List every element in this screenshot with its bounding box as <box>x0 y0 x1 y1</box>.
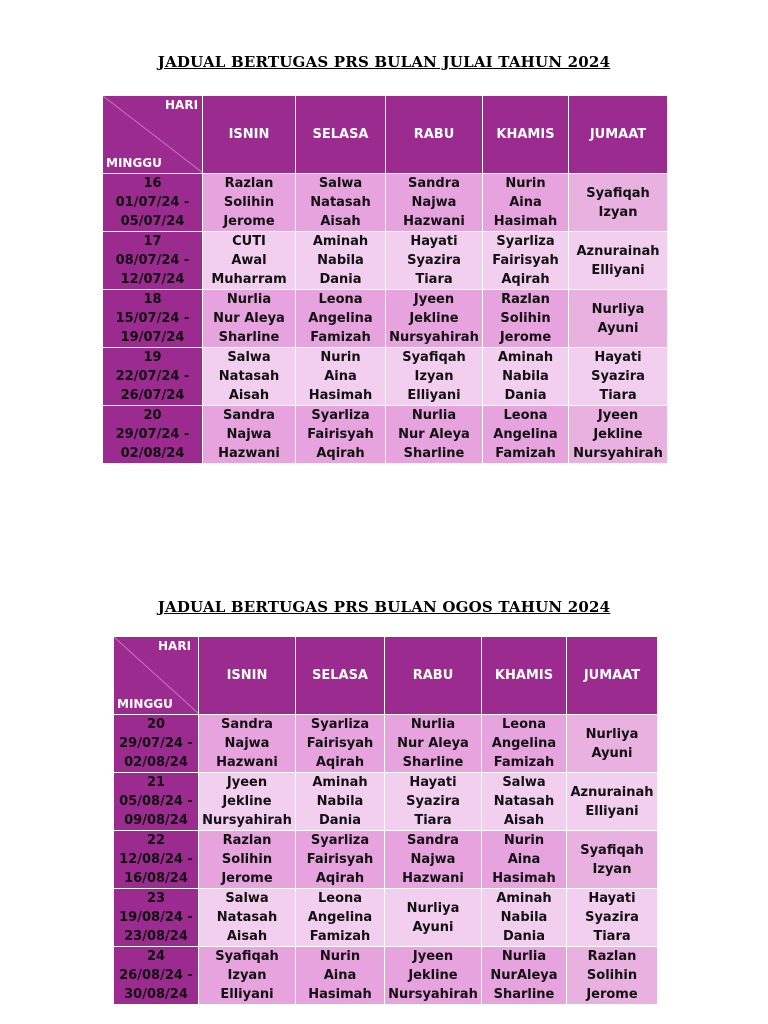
cell-line: Hasimah <box>492 871 556 886</box>
cell-line: Natasah <box>310 195 371 210</box>
duty-roster-table-july <box>102 95 668 464</box>
duty-cell <box>386 290 483 348</box>
cell-line: Izyan <box>227 968 267 983</box>
cell-line: Syafiqah <box>402 350 466 365</box>
cell-line: Leona <box>318 292 363 307</box>
cell-line: Syazira <box>406 794 460 809</box>
day-header: ISNIN <box>199 637 296 715</box>
duty-cell <box>199 773 296 831</box>
week-cell <box>114 715 199 773</box>
cell-line: Sandra <box>408 176 460 191</box>
cell-line: Fairisyah <box>307 427 374 442</box>
duty-cell <box>482 889 567 947</box>
duty-cell <box>483 174 569 232</box>
cell-line: Muharram <box>211 272 287 287</box>
cell-line: 09/08/24 <box>124 813 188 828</box>
cell-line: Aqirah <box>315 871 365 886</box>
cell-line: CUTI <box>232 234 266 249</box>
cell-line: Natasah <box>216 910 278 925</box>
corner-label-day: HARI <box>158 639 192 653</box>
cell-line: Angelina <box>307 910 373 925</box>
cell-line: 26/08/24 - <box>119 968 193 983</box>
cell-line: Nurliya <box>591 301 645 317</box>
week-cell <box>114 831 199 889</box>
duty-cell <box>567 773 658 831</box>
day-header: KHAMIS <box>483 96 569 174</box>
cell-line: Elliyani <box>407 388 461 403</box>
cell-line: Leona <box>501 717 547 732</box>
week-row <box>114 831 658 889</box>
cell-line: Syafiqah <box>586 185 650 201</box>
corner-cell <box>103 96 203 174</box>
cell-line: Natasah <box>218 369 280 384</box>
cell-line: Nursyahirah <box>388 987 478 1002</box>
cell-line: Sandra <box>223 408 275 423</box>
cell-line: Hayati <box>410 234 458 249</box>
week-cell <box>103 174 203 232</box>
duty-cell <box>569 174 668 232</box>
cell-line: 22 <box>146 833 166 848</box>
cell-line: Fairisyah <box>492 253 559 268</box>
cell-line: 15/07/24 - <box>115 311 190 326</box>
cell-line: Nurlia <box>411 408 457 423</box>
cell-line: Sandra <box>221 717 273 732</box>
duty-cell <box>483 348 569 406</box>
cell-line: Syazira <box>591 369 645 384</box>
cell-line: 23/08/24 <box>124 929 188 944</box>
cell-line: Ayuni <box>591 745 633 761</box>
cell-line: Hasimah <box>308 388 373 403</box>
cell-line: 19/07/24 <box>120 330 185 345</box>
cell-line: Dania <box>318 813 362 828</box>
duty-cell <box>569 406 668 464</box>
cell-line: Nur Aleya <box>213 311 285 326</box>
week-row <box>103 348 668 406</box>
cell-line: Sharline <box>218 330 280 345</box>
duty-cell <box>296 947 385 1005</box>
cell-line: Syazira <box>585 910 639 925</box>
cell-line: Tiara <box>593 929 631 944</box>
duty-cell <box>483 290 569 348</box>
cell-line: Aqirah <box>316 446 365 461</box>
duty-cell <box>385 715 482 773</box>
cell-line: Razlan <box>224 176 274 191</box>
cell-line: Nabila <box>317 253 364 268</box>
cell-line: Solihin <box>586 968 638 983</box>
cell-line: Nabila <box>500 910 548 925</box>
week-cell <box>103 406 203 464</box>
cell-line: Salwa <box>227 350 271 365</box>
cell-line: Aminah <box>497 350 554 365</box>
cell-line: 19/08/24 - <box>119 910 193 925</box>
cell-line: Aina <box>507 852 541 867</box>
cell-line: Nursyahirah <box>573 446 663 461</box>
duty-roster-table-august <box>113 636 658 1005</box>
cell-line: Razlan <box>501 292 550 307</box>
week-row <box>103 406 668 464</box>
cell-line: Sharline <box>402 755 464 770</box>
week-cell <box>114 773 199 831</box>
cell-line: Najwa <box>226 427 272 442</box>
cell-line: Hayati <box>409 775 457 790</box>
cell-line: Hazwani <box>403 214 465 229</box>
duty-cell <box>296 348 386 406</box>
duty-cell <box>483 232 569 290</box>
cell-line: 23 <box>146 891 166 906</box>
cell-line: Dania <box>319 272 362 287</box>
cell-line: Leona <box>317 891 363 906</box>
header-row <box>114 637 658 715</box>
cell-line: Aisah <box>228 388 270 403</box>
week-row <box>114 889 658 947</box>
cell-line: Nurlia <box>226 292 272 307</box>
duty-cell <box>296 406 386 464</box>
cell-line: Tiara <box>415 272 453 287</box>
cell-line: Jekline <box>409 311 459 326</box>
cell-line: Aisah <box>320 214 361 229</box>
cell-line: Nurlia <box>410 717 456 732</box>
week-row <box>103 174 668 232</box>
cell-line: Nurliya <box>406 900 460 916</box>
corner-cell <box>114 637 199 715</box>
cell-line: Hayati <box>588 891 636 906</box>
cell-line: 16/08/24 <box>124 871 188 886</box>
week-row <box>114 773 658 831</box>
cell-line: 12/08/24 - <box>119 852 193 867</box>
week-row <box>103 290 668 348</box>
duty-cell <box>199 715 296 773</box>
cell-line: Famizah <box>495 446 556 461</box>
cell-line: 26/07/24 <box>120 388 185 403</box>
cell-line: Awal <box>231 253 267 268</box>
cell-line: 21 <box>146 775 166 790</box>
duty-cell <box>385 889 482 947</box>
week-cell <box>103 232 203 290</box>
duty-cell <box>296 290 386 348</box>
duty-cell <box>296 773 385 831</box>
cell-line: Jerome <box>223 214 275 229</box>
duty-cell <box>482 715 567 773</box>
week-cell <box>103 348 203 406</box>
cell-line: Jyeen <box>597 408 639 423</box>
header-row <box>103 96 668 174</box>
duty-cell <box>385 947 482 1005</box>
cell-line: Aisah <box>226 929 268 944</box>
duty-cell <box>296 715 385 773</box>
cell-line: Syazira <box>407 253 461 268</box>
cell-line: 20 <box>143 408 162 423</box>
week-row <box>103 232 668 290</box>
cell-line: Aina <box>509 195 542 210</box>
cell-line: Jyeen <box>413 292 455 307</box>
cell-line: 02/08/24 <box>124 755 188 770</box>
cell-line: Ayuni <box>412 919 454 935</box>
cell-line: Sharline <box>493 987 555 1002</box>
cell-line: Nurin <box>505 176 546 191</box>
cell-line: Syafiqah <box>215 949 279 964</box>
cell-line: Tiara <box>414 813 452 828</box>
table-title-july: JADUAL BERTUGAS PRS BULAN JULAI TAHUN 2024 <box>157 53 611 71</box>
cell-line: Hasimah <box>308 987 372 1002</box>
cell-line: Elliyani <box>591 262 645 278</box>
cell-line: 01/07/24 - <box>115 195 190 210</box>
cell-line: Nurin <box>503 833 545 848</box>
day-header: KHAMIS <box>482 637 567 715</box>
cell-line: NurAleya <box>490 968 558 983</box>
duty-cell <box>296 889 385 947</box>
cell-line: Sandra <box>407 833 459 848</box>
duty-cell <box>203 232 296 290</box>
cell-line: Nurliya <box>585 726 639 742</box>
cell-line: Famizah <box>310 330 371 345</box>
cell-line: Aznurainah <box>576 243 660 259</box>
cell-line: Solihin <box>500 311 551 326</box>
cell-line: Elliyani <box>585 803 639 819</box>
week-row <box>114 715 658 773</box>
cell-line: Salwa <box>225 891 269 906</box>
duty-cell <box>203 290 296 348</box>
cell-line: Salwa <box>502 775 546 790</box>
cell-line: Jekline <box>593 427 643 442</box>
cell-line: Razlan <box>587 949 637 964</box>
cell-line: Izyan <box>592 861 632 877</box>
table-title-august: JADUAL BERTUGAS PRS BULAN OGOS TAHUN 2024 <box>157 598 611 616</box>
cell-line: Fairisyah <box>306 852 374 867</box>
duty-cell <box>569 290 668 348</box>
duty-cell <box>483 406 569 464</box>
cell-line: Aznurainah <box>570 784 654 800</box>
duty-cell <box>482 831 567 889</box>
duty-cell <box>199 889 296 947</box>
cell-line: Aina <box>323 968 357 983</box>
cell-line: 19 <box>143 350 162 365</box>
cell-line: Jerome <box>221 871 273 886</box>
cell-line: Aina <box>324 369 357 384</box>
cell-line: Elliyani <box>220 987 274 1002</box>
duty-cell <box>386 348 483 406</box>
cell-line: Jekline <box>222 794 272 809</box>
cell-line: Syarliza <box>496 234 555 249</box>
cell-line: 29/07/24 - <box>115 427 190 442</box>
duty-cell <box>385 831 482 889</box>
cell-line: Nursyahirah <box>202 813 292 828</box>
cell-line: Syarliza <box>310 717 370 732</box>
day-header: SELASA <box>296 637 385 715</box>
duty-cell <box>386 232 483 290</box>
cell-line: 17 <box>143 234 162 249</box>
cell-line: 12/07/24 <box>120 272 185 287</box>
cell-line: Fairisyah <box>306 736 374 751</box>
cell-line: 29/07/24 - <box>119 736 193 751</box>
cell-line: Hazwani <box>216 755 278 770</box>
corner-label-week: MINGGU <box>106 156 162 170</box>
cell-line: Dania <box>504 388 547 403</box>
duty-cell <box>296 232 386 290</box>
cell-line: Hazwani <box>218 446 280 461</box>
cell-line: 24 <box>146 949 166 964</box>
cell-line: Nur Aleya <box>397 736 469 751</box>
duty-cell <box>199 947 296 1005</box>
cell-line: Izyan <box>414 369 454 384</box>
cell-line: Angelina <box>308 311 373 326</box>
cell-line: Syarliza <box>310 833 370 848</box>
week-row <box>114 947 658 1005</box>
cell-line: Nabila <box>502 369 549 384</box>
duty-cell <box>203 406 296 464</box>
corner-label-day: HARI <box>165 98 199 112</box>
cell-line: Aisah <box>503 813 545 828</box>
day-header: SELASA <box>296 96 386 174</box>
cell-line: Famizah <box>493 755 555 770</box>
cell-line: Jerome <box>499 330 552 345</box>
cell-line: Nurin <box>320 350 361 365</box>
corner-label-week: MINGGU <box>117 697 173 711</box>
duty-cell <box>296 831 385 889</box>
cell-line: Nurlia <box>501 949 547 964</box>
duty-cell <box>482 947 567 1005</box>
cell-line: Famizah <box>309 929 371 944</box>
week-cell <box>103 290 203 348</box>
cell-line: Ayuni <box>597 320 639 336</box>
duty-cell <box>385 773 482 831</box>
cell-line: Aminah <box>312 775 368 790</box>
duty-cell <box>199 831 296 889</box>
cell-line: Najwa <box>224 736 270 751</box>
cell-line: Jekline <box>408 968 458 983</box>
cell-line: Dania <box>502 929 546 944</box>
cell-line: Jyeen <box>226 775 268 790</box>
duty-cell <box>567 947 658 1005</box>
cell-line: Najwa <box>411 195 457 210</box>
duty-cell <box>386 174 483 232</box>
cell-line: Aqirah <box>315 755 365 770</box>
duty-cell <box>203 174 296 232</box>
duty-cell <box>569 232 668 290</box>
cell-line: Syafiqah <box>580 842 644 858</box>
duty-cell <box>203 348 296 406</box>
day-header: RABU <box>386 96 483 174</box>
cell-line: 02/08/24 <box>120 446 185 461</box>
duty-cell <box>569 348 668 406</box>
duty-cell <box>567 889 658 947</box>
cell-line: Hazwani <box>402 871 464 886</box>
cell-line: Najwa <box>410 852 456 867</box>
week-cell <box>114 889 199 947</box>
cell-line: 20 <box>146 717 166 732</box>
cell-line: Angelina <box>491 736 557 751</box>
cell-line: Nabila <box>316 794 364 809</box>
cell-line: Hayati <box>594 350 642 365</box>
duty-cell <box>567 715 658 773</box>
cell-line: 05/07/24 <box>120 214 185 229</box>
cell-line: Aqirah <box>501 272 550 287</box>
cell-line: Syarliza <box>311 408 370 423</box>
duty-cell <box>386 406 483 464</box>
cell-line: Jerome <box>586 987 638 1002</box>
cell-line: 18 <box>143 292 162 307</box>
cell-line: 08/07/24 - <box>115 253 190 268</box>
cell-line: 30/08/24 <box>124 987 188 1002</box>
cell-line: 22/07/24 - <box>115 369 190 384</box>
cell-line: Nurin <box>319 949 361 964</box>
cell-line: Hasimah <box>493 214 558 229</box>
cell-line: Jyeen <box>412 949 454 964</box>
cell-line: Salwa <box>318 176 363 191</box>
cell-line: Aminah <box>496 891 552 906</box>
cell-line: Angelina <box>493 427 558 442</box>
day-header: ISNIN <box>203 96 296 174</box>
cell-line: Solihin <box>221 852 273 867</box>
cell-line: Razlan <box>222 833 272 848</box>
cell-line: Natasah <box>493 794 555 809</box>
duty-cell <box>296 174 386 232</box>
week-cell <box>114 947 199 1005</box>
cell-line: Nur Aleya <box>398 427 470 442</box>
cell-line: Solihin <box>223 195 275 210</box>
cell-line: 16 <box>143 176 162 191</box>
cell-line: Aminah <box>312 234 369 249</box>
duty-cell <box>482 773 567 831</box>
cell-line: Izyan <box>598 204 638 220</box>
day-header: JUMAAT <box>567 637 658 715</box>
day-header: RABU <box>385 637 482 715</box>
cell-line: Sharline <box>403 446 465 461</box>
duty-cell <box>567 831 658 889</box>
cell-line: Tiara <box>599 388 637 403</box>
day-header: JUMAAT <box>569 96 668 174</box>
cell-line: Leona <box>503 408 548 423</box>
cell-line: Nursyahirah <box>389 330 479 345</box>
cell-line: 05/08/24 - <box>119 794 193 809</box>
